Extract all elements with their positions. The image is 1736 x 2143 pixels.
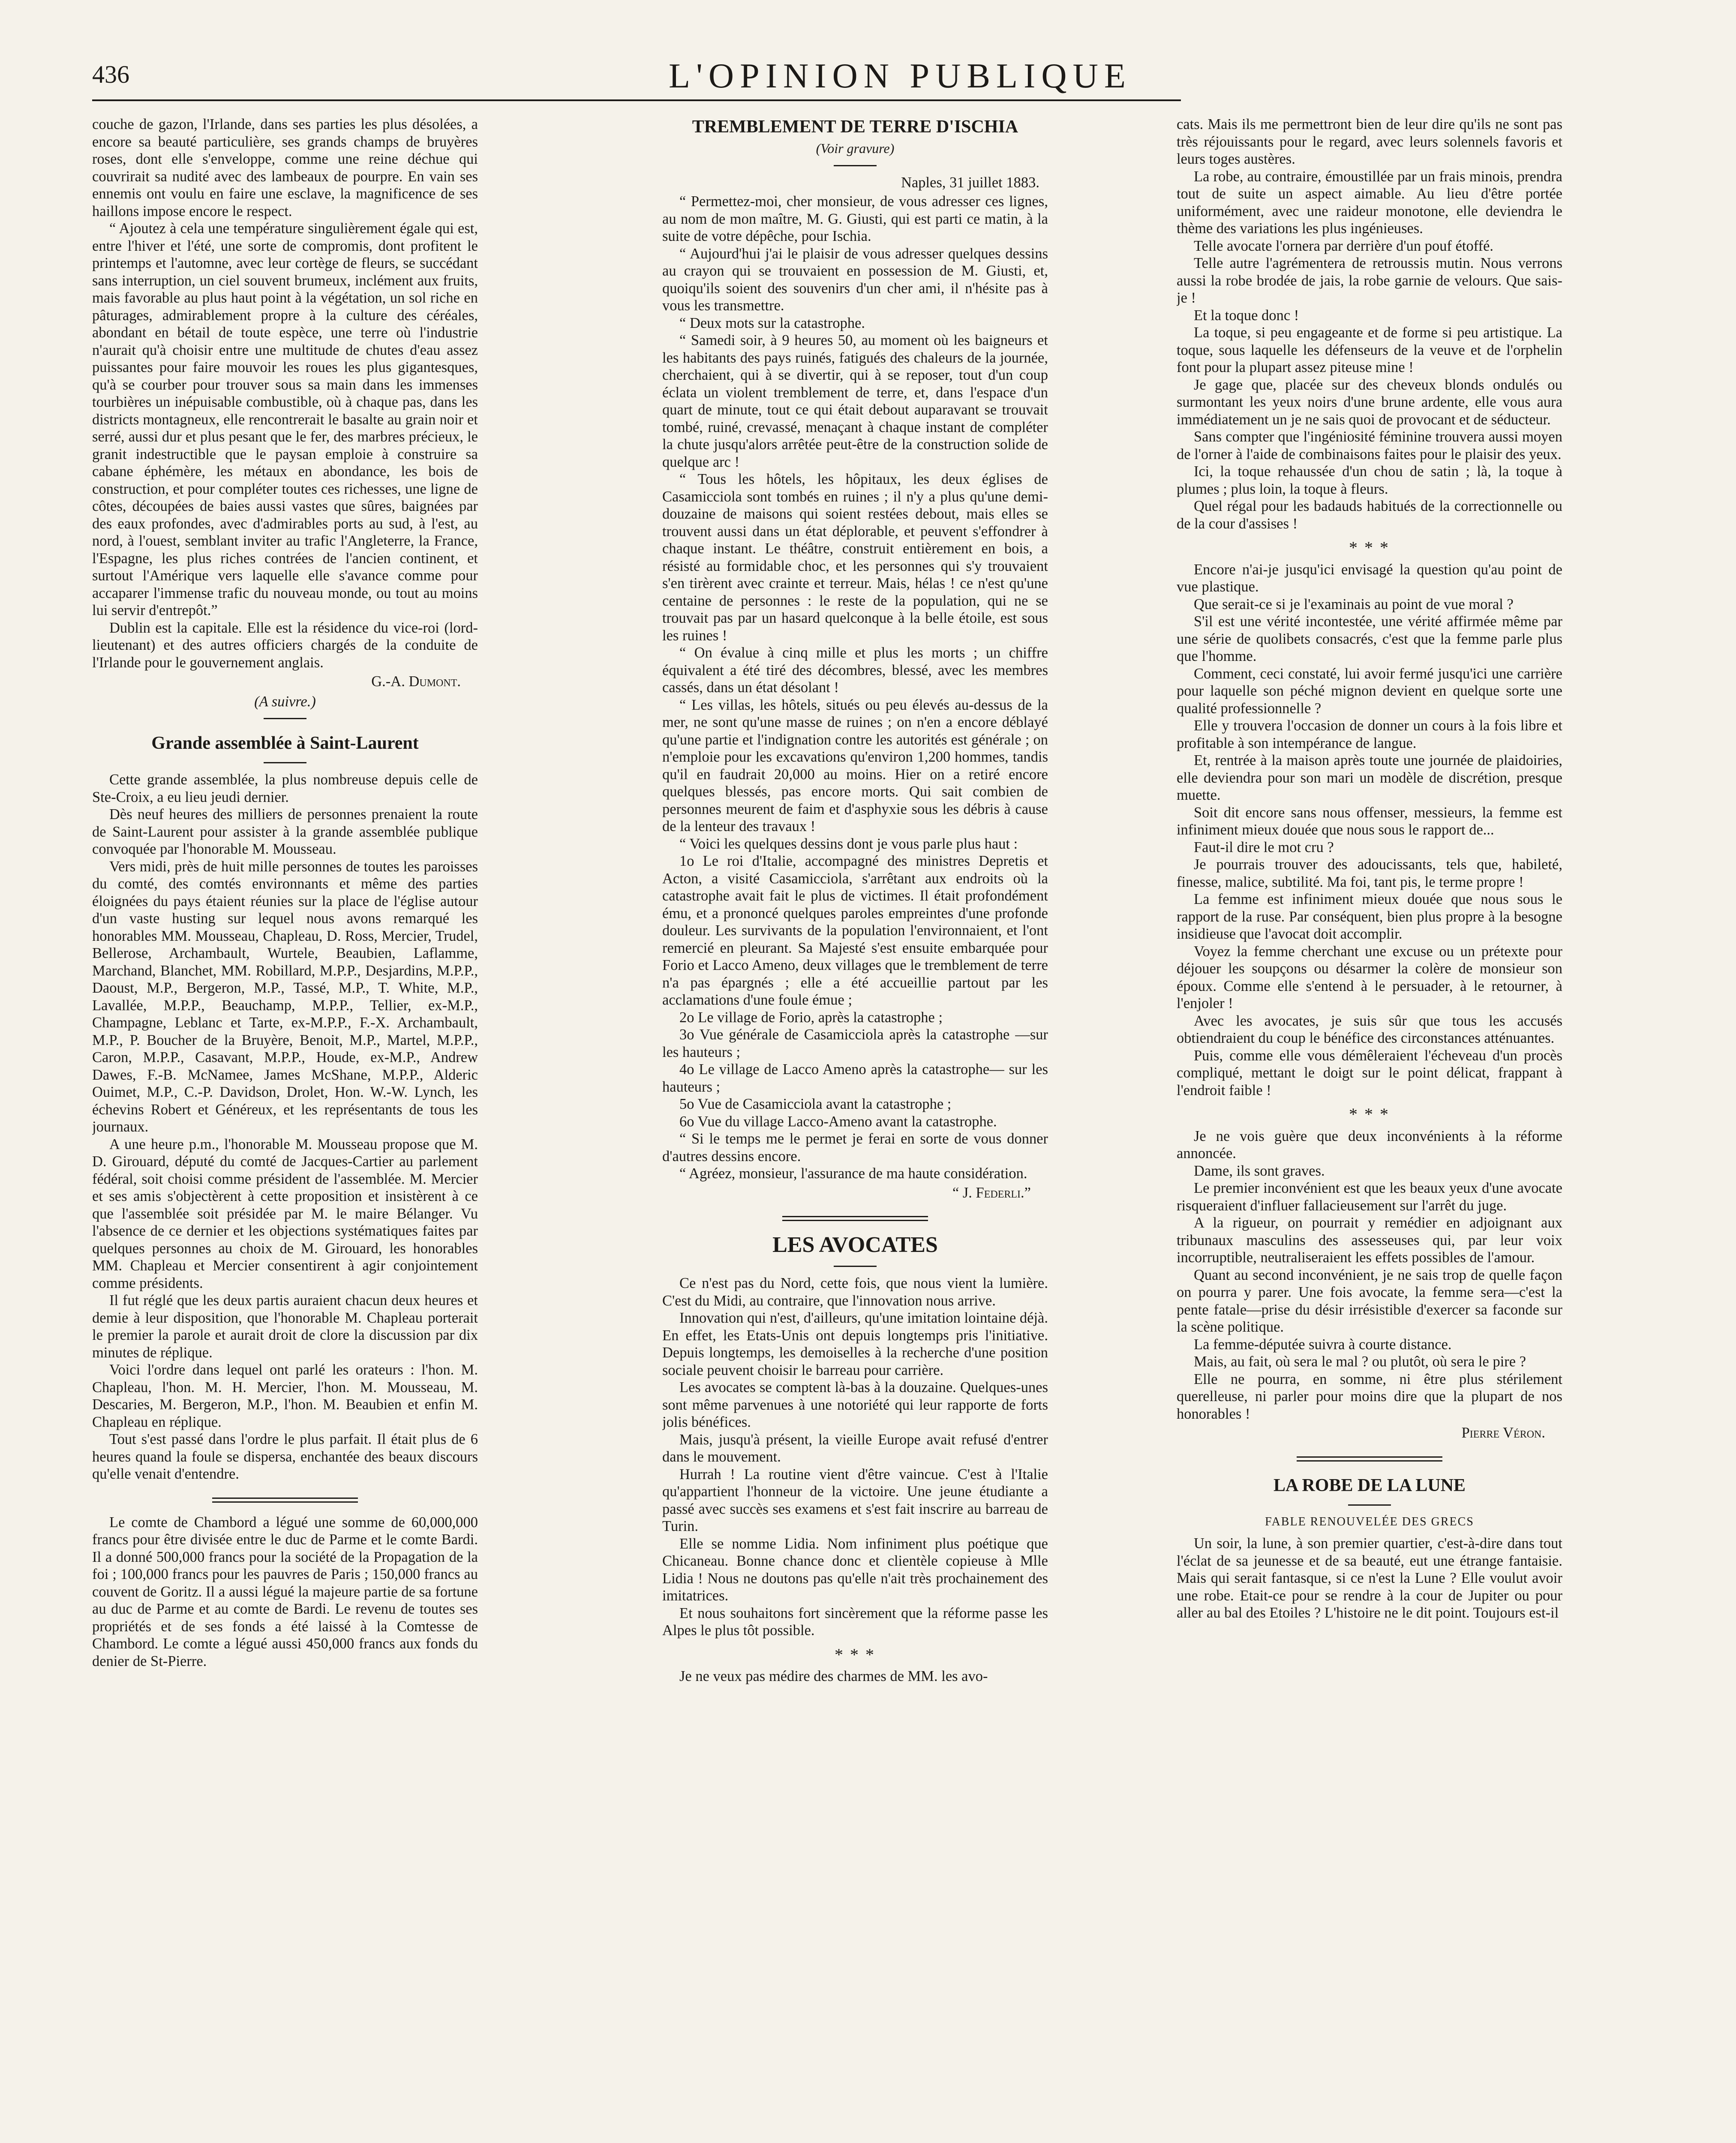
section-divider (782, 1216, 928, 1221)
paragraph: Puis, comme elle vous démêleraient l'écheveau d'un procès compliqué, mettant le doigt sur le point délicat, frappant à l'endroit faible ! (1177, 1047, 1562, 1099)
paragraph: Hurrah ! La routine vient d'être vaincue. C'est à l'Italie qu'appartient l'honneur de la victoire. Une jeune étudiante a passé avec succès ses examens et s'est fait inscrire au barreau de Turin. (662, 1466, 1048, 1534)
asterism: * * * (1349, 538, 1390, 557)
list-item: 3o Vue générale de Casamicciola après la catastrophe —sur les hauteurs ; (662, 1026, 1048, 1060)
paragraph: Elle se nomme Lidia. Nom infiniment plus poétique que Chicaneau. Bonne chance donc et clientèle copieuse à Mlle Lidia ! Nous ne doutons pas qu'elle n'ait très prochainement des imitatrices. (662, 1535, 1048, 1604)
paragraph: Telle avocate l'ornera par derrière d'un pouf étoffé. (1194, 237, 1494, 254)
paragraph: Que serait-ce si je l'examinais au point de vue moral ? (1194, 596, 1514, 612)
paragraph: Le comte de Chambord a légué une somme de 60,000,000 francs pour être divisée entre le duc de Parme et le comte Bardi. Il a donné 500,000 francs pour la société de la Propagation de la foi ; 100,000 francs pour les pauvres de Paris ; 150,000 francs au couvent de Goritz. Il a aussi légué la majeure partie de sa fortune au duc de Parme et au comte de Bardi. Le revenu de toutes ses propriétés et de ses fonds a été laissé à la Comtesse de Chambord. Le comte a légué aussi 450,000 francs aux fonds du denier de St-Pierre. (92, 1514, 478, 1669)
section-divider (1297, 1456, 1442, 1462)
paragraph: Elle y trouvera l'occasion de donner un cours à la fois libre et profitable à son intempérance de langue. (1177, 717, 1562, 751)
asterism: * * * (834, 1645, 876, 1664)
article-heading: Grande assemblée à Saint-Laurent (151, 733, 419, 753)
paragraph: La robe, au contraire, émoustillée par un frais minois, prendra tout de suite un aspect aimable. Au lieu d'être portée uniformément, avec une raideur monotone, elle deviendra le thème des variations les plus ingénieuses. (1177, 168, 1562, 237)
to-follow-note: (A suivre.) (254, 693, 316, 710)
paragraph: Quant au second inconvénient, je ne sais trop de quelle façon on pourra y parer. Une fois avocate, la femme sera—c'est la pente fatale—prise du désir irrésistible d'exercer sa faconde sur la scène politique. (1177, 1267, 1562, 1335)
author-signature: G.-A. Dumont. (371, 673, 461, 690)
paragraph: Sans compter que l'ingéniosité féminine trouvera aussi moyen de l'orner à l'aide de combinaisons faites pour le plaisir des yeux. (1177, 429, 1562, 462)
paragraph: Voici l'ordre dans lequel ont parlé les orateurs : l'hon. M. Chapleau, l'hon. M. H. Mercier, l'hon. M. Mousseau, M. Descaries, M. Bergeron, M.P., l'hon. M. Beaubien et enfin M. Chapleau en réplique. (92, 1362, 478, 1430)
paragraph: Un soir, la lune, à son premier quartier, c'est-à-dire dans tout l'éclat de sa jeunesse et de sa beauté, eut une étrange fantaisie. Mais qui serait fantasque, si ce n'est la Lune ? Elle voulut avoir une robe. Etait-ce pour se rendre à la cour de Jupiter ou pour aller au bal des Etoiles ? L'histoire ne le dit point. Toujours est-il (1177, 1535, 1562, 1621)
column-2 (662, 116, 1048, 2143)
paragraph: Innovation qui n'est, d'ailleurs, qu'une imitation lointaine déjà. En effet, les Etats-Unis ont depuis longtemps pris l'initiative. Depuis longtemps, les demoiselles à la recherche d'une position sociale peuvent choisir le barreau pour carrière. (662, 1310, 1048, 1378)
paragraph: Vers midi, près de huit mille personnes de toutes les paroisses du comté, des comtés environnants et même des parties éloignées du pays étaient réunies sur la place de l'église autour d'un vaste husting sur lequel nous avons remarqué les honorables MM. Mousseau, Chapleau, D. Ross, Mercier, Trudel, Bellerose, Archambault, Wurtele, Beaubien, Laflamme, Marchand, Blanchet, MM. Robillard, M.P.P., Desjardins, M.P.P., Daoust, M.P., Bergeron, M.P., Tassé, M.P., T. White, M.P., Lavallée, M.P.P., Beauchamp, M.P.P., Tellier, ex-M.P., Champagne, Leblanc et Tarte, ex-M.P.P., F.-X. Archambault, M.P., P. Boucher de la Bruyère, Benoit, M.P., Martel, M.P.P., Caron, M.P.P., Casavant, M.P.P., Houde, ex-M.P., Andrew Dawes, F.-B. McNamee, James McShane, M.P.P., Alderic Ouimet, M.P., C.-P. Davidson, Drolet, Hon. W.-W. Lynch, les échevins Robert et Généreux, et les représentants de tous les journaux. (92, 858, 478, 1135)
list-item: 6o Vue du village Lacco-Ameno avant la catastrophe. (679, 1113, 997, 1130)
paragraph: Cette grande assemblée, la plus nombreuse depuis celle de Ste-Croix, a eu lieu jeudi dernier. (92, 771, 478, 805)
paragraph: couche de gazon, l'Irlande, dans ses parties les plus désolées, a encore sa beauté particulière, ses grands champs de bruyères roses, dont elle s'enveloppe, comme une reine déchue qui couvrirait sa nudité avec des lambeaux de pourpre. En vain ses ennemis ont voulu en faire une esclave, la magnificence de ses haillons impose encore le respect. (92, 116, 478, 219)
paragraph: “ Ajoutez à cela une température singulièrement égale qui est, entre l'hiver et l'été, une sorte de compromis, dont profitent le printemps et l'automne, avec leur cortège de fleurs, se succédant sans interruption, un ciel souvent brumeux, inclément aux fruits, mais favorable au plus haut point à la végétation, un sol riche en pâturages, admirablement propre à la culture des céréales, abondant en bétail de toute espèce, une terre où l'industrie n'aurait qu'à choisir entre une multitude de chutes d'eau assez puissantes pour faire mouvoir les roues les plus gigantesques, qu'à se courber pour trouver sous sa main dans les immenses tourbières un inépuisable combustible, où à chaque pas, dans les districts montagneux, elle rencontrerait le basalte au grain noir et serré, aussi dur et plus pesant que le fer, des marbres précieux, le granit indestructible que le paysan emploie à construire sa cabane éphémère, les métaux en abondance, les bois de construction, et pour compléter toutes ces richesses, une ligne de côtes, découpées de baies aussi vastes que sûres, baignées par des eaux profondes, avec d'admirables ports au sud, à l'est, au nord, à l'ouest, semblant inviter au trafic l'Angleterre, la France, l'Espagne, les plus riches contrées de l'ancien continent, et surtout l'Amérique vers laquelle elle s'avance comme pour accaparer l'immense trafic du nouveau monde, ou tout au moins lui servir d'entrepôt.” (92, 220, 478, 618)
paragraph: “ Permettez-moi, cher monsieur, de vous adresser ces lignes, au nom de mon maître, M. G. Giusti, qui est parti ce matin, à la suite de votre dépêche, pour Ischia. (662, 193, 1048, 244)
paragraph: Mais, jusqu'à présent, la vieille Europe avait refusé d'entrer dans le mouvement. (662, 1431, 1048, 1465)
paragraph: Et la toque donc ! (1194, 307, 1299, 324)
paragraph: Tout s'est passé dans l'ordre le plus parfait. Il était plus de 6 heures quand la foule se dispersa, enchantée des beaux discours qu'elle venait d'entendre. (92, 1431, 478, 1482)
paragraph: “ On évalue à cinq mille et plus les morts ; un chiffre équivalent a été tiré des décombres, blessé, avec les membres cassés, dans un état désolant ! (662, 645, 1048, 696)
divider (264, 762, 306, 763)
paragraph: A une heure p.m., l'honorable M. Mousseau propose que M. D. Girouard, député du comté de Jacques-Cartier au parlement fédéral, soit choisi comme président de l'assemblée. M. Mercier et ses amis s'objectèrent à cette proposition et insistèrent à ce que l'assemblée soit présidée par M. le maire Bélanger. Vu l'absence de ce dernier et les objections systématiques faites par quelques personnes au choix de M. Girouard, les honorables MM. Chapleau et Mercier consentirent à agir conjointement comme présidents. (92, 1136, 478, 1291)
divider (1348, 1504, 1391, 1506)
paragraph: “ Agréez, monsieur, l'assurance de ma haute considération. (679, 1165, 1027, 1182)
list-item: 5o Vue de Casamicciola avant la catastrophe ; (679, 1096, 952, 1112)
article-subheading: (Voir gravure) (816, 141, 895, 156)
paragraph: Avec les avocates, je suis sûr que tous les accusés obtiendraient du coup le bénéfice des circonstances atténuantes. (1177, 1012, 1562, 1046)
section-divider (212, 1498, 358, 1503)
paragraph: “ Samedi soir, à 9 heures 50, au moment où les baigneurs et les habitants des pays ruinés, fatigués des chaleurs de la journée, cherchaient, qui à se divertir, qui à se reposer, tout d'un coup éclata un violent tremblement de terre, et, dans l'espace d'un quart de minute, tout ce qui était debout auparavant se trouvait tombé, ruiné, crevassé, menaçant à chaque instant de compléter la chute jusqu'alors arrêtée peut-être de la construction solide de quelque arc ! (662, 332, 1048, 470)
column-3 (1177, 116, 1562, 2143)
asterism: * * * (1349, 1105, 1390, 1124)
paragraph: Je pourrais trouver des adoucissants, tels que, habileté, finesse, malice, subtilité. Ma foi, tant pis, le terme propre ! (1177, 856, 1562, 890)
author-signature: “ J. Federli.” (952, 1184, 1031, 1201)
paragraph: Dublin est la capitale. Elle est la résidence du vice-roi (lord-lieutenant) et des autres officiers chargés de la conduite de l'Irlande pour le gouvernement anglais. (92, 619, 478, 671)
paragraph: Dès neuf heures des milliers de personnes prenaient la route de Saint-Laurent pour assister à la grande assemblée publique convoquée par l'honorable M. Mousseau. (92, 806, 478, 857)
paragraph: “ Tous les hôtels, les hôpitaux, les deux églises de Casamicciola sont tombés en ruines ; il n'y a plus qu'une demi-douzaine de maisons qui soient restées debout, mais elles se trouvent aussi dans un état déplorable, et peuvent s'effondrer à chaque instant. Le théâtre, construit entièrement en bois, a résisté au formidable choc, et les personnes qui s'y trouvaient s'en tirèrent avec crainte et terreur. Mais, hélas ! ce n'est qu'une centaine de personnes : le reste de la population, qui ne se trouvait pas par un hasard quelconque à la belle étoile, est sous les ruines ! (662, 471, 1048, 644)
paragraph: “ Aujourd'hui j'ai le plaisir de vous adresser quelques dessins au crayon qui se trouvaient en possession de M. Giusti, et, quoiqu'ils soient des souvenirs d'un cher ami, il n'hésite pas à vous les transmettre. (662, 245, 1048, 314)
paragraph: “ Si le temps me le permet je ferai en sorte de vous donner d'autres dessins encore. (662, 1131, 1048, 1165)
divider (834, 1266, 877, 1267)
page-number: 436 (92, 60, 129, 88)
paragraph: Mais, au fait, où sera le mal ? ou plutôt, où sera le pire ? (1194, 1354, 1526, 1370)
author-signature: Pierre Véron. (1461, 1425, 1545, 1441)
paragraph: cats. Mais ils me permettront bien de leur dire qu'ils ne sont pas très réjouissants pour le regard, avec leurs solennels favoris et leurs toges austères. (1177, 116, 1562, 167)
paragraph: Encore n'ai-je jusqu'ici envisagé la question qu'au point de vue plastique. (1177, 561, 1562, 595)
divider (264, 718, 306, 719)
article-heading: LES AVOCATES (772, 1233, 938, 1257)
paragraph: “ Deux mots sur la catastrophe. (679, 315, 865, 331)
paragraph: “ Les villas, les hôtels, situés ou peu élevés au-dessus de la mer, ne sont qu'une masse de ruines ; on n'en a encore déblayé qu'une partie et l'indignation contre les autorités est générale ; on n'emploie pour les excavations qu'environ 1,200 hommes, tandis qu'il en faudrait 20,000 au moins. Hier on a retiré encore quelques blessés, pas encore morts. Qui sait combien de personnes meurent de faim et d'asphyxie sous les débris à cause de la lenteur des travaux ! (662, 696, 1048, 834)
paragraph: La toque, si peu engageante et de forme si peu artistique. La toque, sous laquelle les défenseurs de la veuve et de l'orphelin font pour la plupart assez piteuse mine ! (1177, 324, 1562, 375)
article-heading: TREMBLEMENT DE TERRE D'ISCHIA (692, 117, 1018, 137)
paragraph: Ici, la toque rehaussée d'un chou de satin ; là, la toque à plumes ; plus loin, la toque à fleurs. (1177, 463, 1562, 497)
paragraph: Comment, ceci constaté, lui avoir fermé jusqu'ici une carrière pour laquelle son péché mignon devient en quelque sorte une qualité professionnelle ? (1177, 665, 1562, 717)
paragraph: Et nous souhaitons fort sincèrement que la réforme passe les Alpes le plus tôt possible. (662, 1605, 1048, 1639)
paragraph: Telle autre l'agrémentera de retroussis mutin. Nous verrons aussi la robe brodée de jais, la robe garnie de velours. Que sais-je ! (1177, 255, 1562, 306)
paragraph: S'il est une vérité incontestée, une vérité affirmée même par une série de quolibets consacrés, c'est que la femme parle plus que l'homme. (1177, 613, 1562, 664)
list-item: 1o Le roi d'Italie, accompagné des ministres Depretis et Acton, a visité Casamicciola, s'arrêtant aux endroits où la catastrophe avait fait le plus de victimes. Il était profondément ému, et a prononcé quelques paroles empreintes d'une profonde douleur. Les survivants de la population l'environnaient, et l'ont remercié en pleurant. Sa Majesté s'est ensuite embarquée pour Forio et Lacco Ameno, deux villages que le tremblement de terre n'a pas épargnés ; elle a été accueillie partout par les acclamations d'une foule émue ; (662, 853, 1048, 1008)
paragraph: Voyez la femme cherchant une excuse ou un prétexte pour déjouer les soupçons ou désarmer la colère de monsieur son époux. Comme elle s'entend à le persuader, à le retourner, à l'enjoler ! (1177, 943, 1562, 1011)
paragraph: Je ne veux pas médire des charmes de MM. les avo- (679, 1668, 988, 1684)
dateline: Naples, 31 juillet 1883. (901, 174, 1039, 191)
paragraph: Dame, ils sont graves. (1194, 1162, 1325, 1179)
paragraph: A la rigueur, on pourrait y remédier en adjoignant aux tribunaux masculins des assesseuses qui, par leur voix incorruptible, neutraliseraient les effets possibles de l'amour. (1177, 1215, 1562, 1266)
divider (834, 165, 877, 166)
paragraph: Elle ne pourra, en somme, ni être plus stérilement querelleuse, ni parler pour moins dire que la plupart de nos honorables ! (1177, 1371, 1562, 1422)
header-rule (92, 99, 1181, 101)
paragraph: Faut-il dire le mot cru ? (1194, 839, 1334, 855)
paragraph: Soit dit encore sans nous offenser, messieurs, la femme est infiniment mieux douée que nous sous le rapport de... (1177, 804, 1562, 838)
paragraph: Je gage que, placée sur des cheveux blonds ondulés ou surmontant les yeux noirs d'une brune ardente, elle vous aura immédiatement un je ne sais quoi de provocant et de séducteur. (1177, 376, 1562, 428)
paragraph: La femme est infiniment mieux douée que nous sous le rapport de la ruse. Par conséquent, bien plus propre à la besogne insidieuse que l'avocat doit accomplir. (1177, 891, 1562, 942)
masthead-title: L'OPINION PUBLIQUE (669, 56, 1132, 95)
paragraph: Et, rentrée à la maison après toute une journée de plaidoiries, elle deviendra pour son mari un modèle de discrétion, presque muette. (1177, 752, 1562, 803)
paragraph: Il fut réglé que les deux partis auraient chacun deux heures et demie à leur disposition, que l'honorable M. Chapleau porterait le premier la parole et aurait droit de clore la discussion par dix minutes de réplique. (92, 1292, 478, 1361)
list-item: 2o Le village de Forio, après la catastrophe ; (679, 1009, 943, 1026)
paragraph: La femme-députée suivra à courte distance. (1194, 1336, 1452, 1353)
column-1 (92, 116, 478, 2143)
paragraph: Le premier inconvénient est que les beaux yeux d'une avocate risqueraient d'influer fallacieusement sur l'arrêt du juge. (1177, 1180, 1562, 1214)
article-heading: LA ROBE DE LA LUNE (1273, 1475, 1466, 1495)
paragraph: Quel régal pour les badauds habitués de la correctionnelle ou de la cour d'assises ! (1177, 498, 1562, 532)
paragraph: Ce n'est pas du Nord, cette fois, que nous vient la lumière. C'est du Midi, au contraire, que l'innovation nous arrive. (662, 1275, 1048, 1309)
list-item: 4o Le village de Lacco Ameno après la catastrophe— sur les hauteurs ; (662, 1061, 1048, 1095)
article-subheading: FABLE RENOUVELÉE DES GRECS (1265, 1515, 1474, 1528)
paragraph: Les avocates se comptent là-bas à la douzaine. Quelques-unes sont même parvenues à une notoriété qui leur rapporte de forts jolis bénéfices. (662, 1379, 1048, 1430)
paragraph: “ Voici les quelques dessins dont je vous parle plus haut : (679, 835, 1018, 852)
paragraph: Je ne vois guère que deux inconvénients à la réforme annoncée. (1177, 1128, 1562, 1162)
